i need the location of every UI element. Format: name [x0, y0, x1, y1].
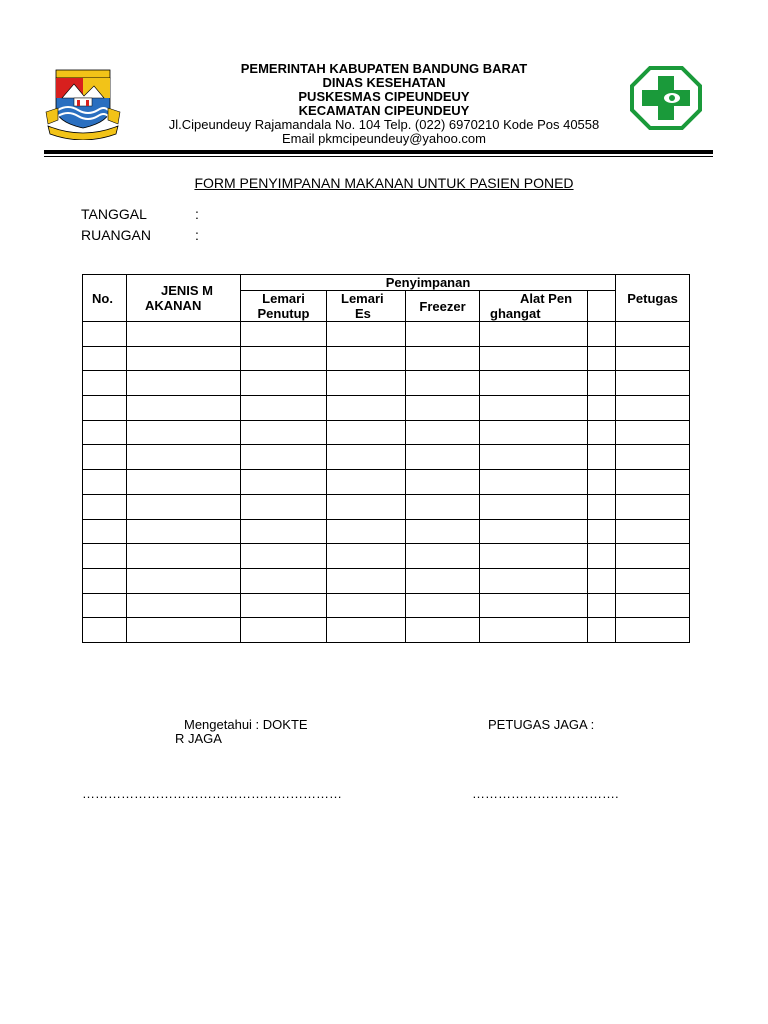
- table-cell[interactable]: [83, 420, 127, 445]
- header-lemari-penutup-line1: Lemari: [262, 291, 305, 306]
- header-no: No.: [83, 275, 127, 322]
- table-cell[interactable]: [616, 420, 690, 445]
- header-alat-line2: ghangat: [490, 306, 541, 321]
- table-cell[interactable]: [616, 519, 690, 544]
- table-cell[interactable]: [327, 396, 406, 421]
- signature-left-label-line2: R JAGA: [175, 731, 222, 746]
- table-cell[interactable]: [241, 470, 327, 495]
- table-cell[interactable]: [241, 371, 327, 396]
- table-cell[interactable]: [406, 593, 480, 618]
- table-cell[interactable]: [616, 445, 690, 470]
- table-cell[interactable]: [241, 445, 327, 470]
- table-cell[interactable]: [83, 618, 127, 643]
- header-lemari-es: [327, 291, 406, 322]
- form-title: FORM PENYIMPANAN MAKANAN UNTUK PASIEN PONED: [194, 175, 574, 191]
- table-cell[interactable]: [588, 519, 616, 544]
- table-cell[interactable]: [241, 544, 327, 569]
- table-cell[interactable]: [241, 568, 327, 593]
- table-cell[interactable]: [241, 494, 327, 519]
- table-cell[interactable]: [480, 618, 588, 643]
- table-cell[interactable]: [406, 322, 480, 347]
- table-cell[interactable]: [83, 322, 127, 347]
- table-cell[interactable]: [127, 568, 241, 593]
- table-cell[interactable]: [83, 519, 127, 544]
- table-row: [83, 593, 690, 618]
- table-cell[interactable]: [83, 544, 127, 569]
- header-line-government: PEMERINTAH KABUPATEN BANDUNG BARAT: [240, 61, 528, 76]
- table-cell[interactable]: [480, 322, 588, 347]
- table-cell[interactable]: [480, 371, 588, 396]
- table-cell[interactable]: [127, 371, 241, 396]
- table-cell[interactable]: [480, 470, 588, 495]
- table-cell[interactable]: [480, 420, 588, 445]
- table-cell[interactable]: [327, 445, 406, 470]
- table-cell[interactable]: [127, 322, 241, 347]
- table-cell[interactable]: [406, 420, 480, 445]
- table-row: [83, 494, 690, 519]
- table-row: [83, 322, 690, 347]
- table-cell[interactable]: [83, 470, 127, 495]
- table-cell[interactable]: [406, 470, 480, 495]
- table-cell[interactable]: [616, 371, 690, 396]
- table-cell[interactable]: [616, 396, 690, 421]
- table-cell[interactable]: [83, 568, 127, 593]
- header-line-department: DINAS KESEHATAN: [322, 75, 446, 90]
- table-cell[interactable]: [588, 544, 616, 569]
- table-cell[interactable]: [588, 346, 616, 371]
- table-cell[interactable]: [616, 470, 690, 495]
- table-cell[interactable]: [406, 568, 480, 593]
- table-cell[interactable]: [480, 346, 588, 371]
- field-sep-tanggal: :: [195, 206, 199, 222]
- table-cell[interactable]: [83, 346, 127, 371]
- header-freezer: Freezer: [406, 291, 480, 322]
- table-cell[interactable]: [588, 371, 616, 396]
- table-cell[interactable]: [327, 470, 406, 495]
- table-cell[interactable]: [480, 544, 588, 569]
- table-cell[interactable]: [327, 519, 406, 544]
- table-row: [83, 618, 690, 643]
- table-row: [83, 396, 690, 421]
- table-cell[interactable]: [406, 544, 480, 569]
- table-cell[interactable]: [327, 568, 406, 593]
- table-cell[interactable]: [616, 346, 690, 371]
- header-address: Jl.Cipeundeuy Rajamandala No. 104 Telp. (022) 6970210 Kode Pos 40558: [168, 117, 600, 132]
- table-cell[interactable]: [616, 494, 690, 519]
- header-petugas: Petugas: [616, 275, 690, 322]
- table-cell[interactable]: [327, 346, 406, 371]
- header-jenis-makanan: [127, 275, 241, 322]
- header-line-district: KECAMATAN CIPEUNDEUY: [298, 103, 470, 118]
- table-cell[interactable]: [327, 544, 406, 569]
- table-cell[interactable]: [588, 593, 616, 618]
- signature-right-label: PETUGAS JAGA :: [488, 717, 595, 732]
- storage-table: [82, 274, 690, 643]
- header-lemari-es-line1: Lemari: [341, 291, 384, 306]
- table-cell[interactable]: [327, 618, 406, 643]
- table-cell[interactable]: [406, 346, 480, 371]
- table-cell[interactable]: [127, 519, 241, 544]
- table-cell[interactable]: [406, 618, 480, 643]
- field-label-ruangan: RUANGAN: [81, 227, 152, 243]
- table-cell[interactable]: [616, 568, 690, 593]
- header-jenis-line1: JENIS M: [161, 283, 214, 298]
- table-cell[interactable]: [127, 470, 241, 495]
- header-lemari-penutup: [241, 291, 327, 322]
- table-cell[interactable]: [127, 420, 241, 445]
- table-cell[interactable]: [327, 322, 406, 347]
- table-cell[interactable]: [241, 519, 327, 544]
- table-cell[interactable]: [616, 618, 690, 643]
- table-cell[interactable]: [588, 420, 616, 445]
- table-cell[interactable]: [480, 396, 588, 421]
- table-cell[interactable]: [480, 494, 588, 519]
- header-divider-thin: [44, 156, 713, 157]
- table-cell[interactable]: [241, 322, 327, 347]
- table-cell[interactable]: [83, 445, 127, 470]
- table-cell[interactable]: [406, 396, 480, 421]
- header-lemari-penutup-line2: Penutup: [257, 306, 310, 321]
- table-cell[interactable]: [588, 396, 616, 421]
- table-cell[interactable]: [127, 445, 241, 470]
- table-cell[interactable]: [406, 445, 480, 470]
- table-cell[interactable]: [406, 519, 480, 544]
- table-cell[interactable]: [480, 593, 588, 618]
- table-cell[interactable]: [127, 396, 241, 421]
- header-blank-column: [588, 291, 616, 322]
- table-cell[interactable]: [406, 494, 480, 519]
- header-email: Email pkmcipeundeuy@yahoo.com: [282, 131, 486, 146]
- header-jenis-line2: AKANAN: [145, 298, 202, 313]
- table-cell[interactable]: [241, 396, 327, 421]
- table-cell[interactable]: [480, 445, 588, 470]
- header-alat-line1: Alat Pen: [520, 291, 573, 306]
- table-row: [83, 470, 690, 495]
- table-cell[interactable]: [588, 445, 616, 470]
- table-row: [83, 568, 690, 593]
- table-cell[interactable]: [83, 396, 127, 421]
- table-cell[interactable]: [327, 420, 406, 445]
- signature-left-line: ……………………………………………………: [82, 786, 342, 801]
- table-cell[interactable]: [406, 371, 480, 396]
- table-cell[interactable]: [327, 593, 406, 618]
- table-cell[interactable]: [83, 593, 127, 618]
- table-cell[interactable]: [588, 618, 616, 643]
- table-cell[interactable]: [588, 494, 616, 519]
- table-cell[interactable]: [327, 371, 406, 396]
- table-cell[interactable]: [127, 618, 241, 643]
- table-cell[interactable]: [127, 346, 241, 371]
- table-cell[interactable]: [83, 371, 127, 396]
- table-cell[interactable]: [588, 568, 616, 593]
- table-cell[interactable]: [616, 544, 690, 569]
- table-row: [83, 346, 690, 371]
- table-cell[interactable]: [127, 593, 241, 618]
- table-cell[interactable]: [241, 420, 327, 445]
- table-cell[interactable]: [480, 568, 588, 593]
- table-cell[interactable]: [127, 544, 241, 569]
- table-row: [83, 420, 690, 445]
- table-body: [83, 322, 690, 643]
- table-cell[interactable]: [588, 470, 616, 495]
- header-lemari-es-line2: Es: [355, 306, 371, 321]
- table-row: [83, 371, 690, 396]
- header-penyimpanan: Penyimpanan: [241, 275, 616, 291]
- header-line-puskesmas: PUSKESMAS CIPEUNDEUY: [298, 89, 470, 104]
- table-cell[interactable]: [241, 618, 327, 643]
- table-cell[interactable]: [83, 494, 127, 519]
- table-row: [83, 519, 690, 544]
- signature-right-line: …………………………….: [472, 786, 619, 801]
- table-row: [83, 445, 690, 470]
- table-cell[interactable]: [480, 519, 588, 544]
- table-cell[interactable]: [588, 322, 616, 347]
- table-cell[interactable]: [327, 494, 406, 519]
- signature-left-label-line1: Mengetahui : DOKTE: [184, 717, 308, 732]
- table-cell[interactable]: [616, 322, 690, 347]
- field-sep-ruangan: :: [195, 227, 199, 243]
- header-alat-penghangat: [480, 291, 588, 322]
- table-cell[interactable]: [241, 346, 327, 371]
- table-row: [83, 544, 690, 569]
- table-cell[interactable]: [241, 593, 327, 618]
- field-label-tanggal: TANGGAL: [81, 206, 147, 222]
- table-cell[interactable]: [616, 593, 690, 618]
- table-cell[interactable]: [127, 494, 241, 519]
- header-divider-thick: [44, 150, 713, 154]
